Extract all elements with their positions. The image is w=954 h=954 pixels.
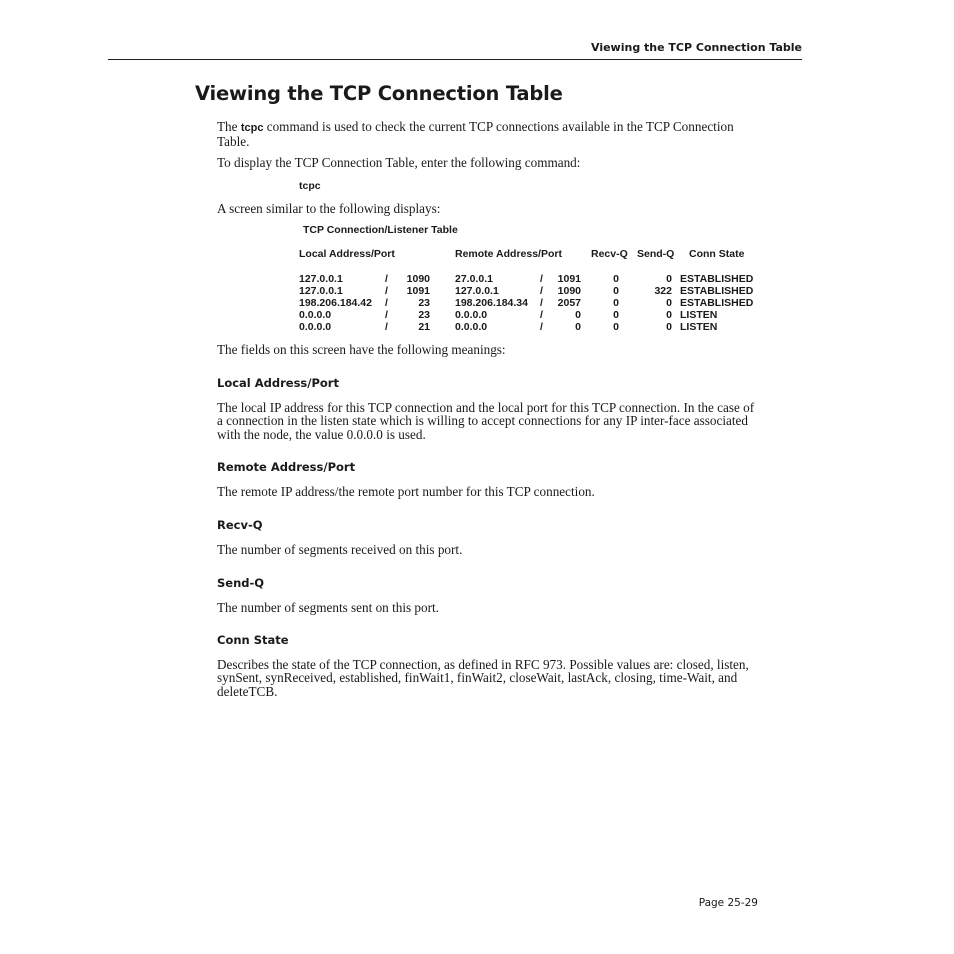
header-sendq: Send-Q bbox=[637, 248, 675, 260]
cell-local-sep: / bbox=[385, 273, 388, 285]
cell-sendq: 0 bbox=[666, 321, 672, 333]
header-local: Local Address/Port bbox=[299, 248, 395, 260]
cell-local-port: 23 bbox=[418, 309, 430, 321]
cell-local-port: 1091 bbox=[406, 285, 430, 297]
cell-local-address: 127.0.0.1 bbox=[299, 285, 343, 297]
intro-command: tcpc bbox=[240, 122, 264, 134]
page-title: Viewing the TCP Connection Table bbox=[195, 82, 563, 105]
cell-sendq: 322 bbox=[654, 285, 672, 297]
running-header: Viewing the TCP Connection Table bbox=[591, 41, 802, 54]
cell-remote-port: 1090 bbox=[557, 285, 581, 297]
cell-remote-port: 0 bbox=[575, 321, 581, 333]
cell-local-address: 0.0.0.0 bbox=[299, 321, 332, 333]
page-number: Page 25-29 bbox=[698, 897, 758, 909]
cell-state: ESTABLISHED bbox=[680, 297, 754, 309]
cell-sendq: 0 bbox=[666, 309, 672, 321]
field-heading: Recv-Q bbox=[217, 518, 263, 532]
cell-remote-sep: / bbox=[540, 297, 543, 309]
cell-remote-sep: / bbox=[540, 321, 543, 333]
cell-local-sep: / bbox=[385, 309, 388, 321]
cell-recvq: 0 bbox=[613, 285, 619, 297]
cell-local-address: 198.206.184.42 bbox=[299, 297, 372, 309]
field-heading: Local Address/Port bbox=[217, 376, 339, 390]
cell-local-port: 21 bbox=[418, 321, 430, 333]
header-state: Conn State bbox=[689, 248, 745, 260]
cell-remote-port: 0 bbox=[575, 309, 581, 321]
cell-local-port: 23 bbox=[418, 297, 430, 309]
cell-local-sep: / bbox=[385, 321, 388, 333]
cell-remote-address: 127.0.0.1 bbox=[455, 285, 499, 297]
field-heading: Conn State bbox=[217, 633, 289, 647]
field-description: Describes the state of the TCP connection, as defined in RFC 973. Possible values are: closed, listen, synSent, synReceived, established, finWait1, finWait2, closeWait, lastAck, closing, time-Wait, and deleteTCB. bbox=[217, 657, 749, 699]
field-heading: Send-Q bbox=[217, 576, 265, 590]
cell-state: ESTABLISHED bbox=[680, 273, 754, 285]
header-remote: Remote Address/Port bbox=[455, 248, 562, 260]
cell-remote-sep: / bbox=[540, 285, 543, 297]
instruction-paragraph: To display the TCP Connection Table, enter the following command: bbox=[217, 155, 581, 170]
fields-intro-paragraph: The fields on this screen have the following meanings: bbox=[217, 342, 506, 357]
cell-recvq: 0 bbox=[613, 273, 619, 285]
cell-recvq: 0 bbox=[613, 321, 619, 333]
cell-state: LISTEN bbox=[680, 321, 718, 333]
intro-pre: The bbox=[217, 119, 241, 134]
cell-remote-address: 27.0.0.1 bbox=[455, 273, 493, 285]
cell-local-sep: / bbox=[385, 297, 388, 309]
intro-paragraph bbox=[217, 120, 762, 149]
cell-local-address: 127.0.0.1 bbox=[299, 273, 343, 285]
header-rule bbox=[108, 59, 802, 60]
cell-recvq: 0 bbox=[613, 297, 619, 309]
field-description: The number of segments sent on this port. bbox=[217, 600, 439, 615]
cell-remote-port: 2057 bbox=[557, 297, 581, 309]
cell-local-port: 1090 bbox=[406, 273, 430, 285]
cell-remote-address: 0.0.0.0 bbox=[455, 321, 488, 333]
cell-remote-port: 1091 bbox=[557, 273, 581, 285]
cell-remote-address: 0.0.0.0 bbox=[455, 309, 488, 321]
command-line: tcpc bbox=[299, 180, 321, 192]
field-description: The remote IP address/the remote port number for this TCP connection. bbox=[217, 484, 595, 499]
cell-sendq: 0 bbox=[666, 273, 672, 285]
field-description: The number of segments received on this port. bbox=[217, 542, 463, 557]
cell-local-sep: / bbox=[385, 285, 388, 297]
screen-intro-paragraph: A screen similar to the following displays: bbox=[217, 201, 441, 216]
header-recvq: Recv-Q bbox=[591, 248, 628, 260]
cell-recvq: 0 bbox=[613, 309, 619, 321]
cell-state: LISTEN bbox=[680, 309, 718, 321]
cell-local-address: 0.0.0.0 bbox=[299, 309, 332, 321]
cell-remote-sep: / bbox=[540, 309, 543, 321]
intro-post: command is used to check the current TCP connections available in the TCP Connection Table. bbox=[217, 119, 734, 150]
cell-remote-address: 198.206.184.34 bbox=[455, 297, 528, 309]
cell-remote-sep: / bbox=[540, 273, 543, 285]
cell-sendq: 0 bbox=[666, 297, 672, 309]
cell-state: ESTABLISHED bbox=[680, 285, 754, 297]
field-heading: Remote Address/Port bbox=[217, 460, 356, 474]
field-description: The local IP address for this TCP connection and the local port for this TCP connection. In the case of a connection in the listen state which is willing to accept connections for any IP inter-face associated with the node, the value 0.0.0.0 is used. bbox=[217, 400, 755, 442]
screen-title: TCP Connection/Listener Table bbox=[303, 224, 458, 236]
